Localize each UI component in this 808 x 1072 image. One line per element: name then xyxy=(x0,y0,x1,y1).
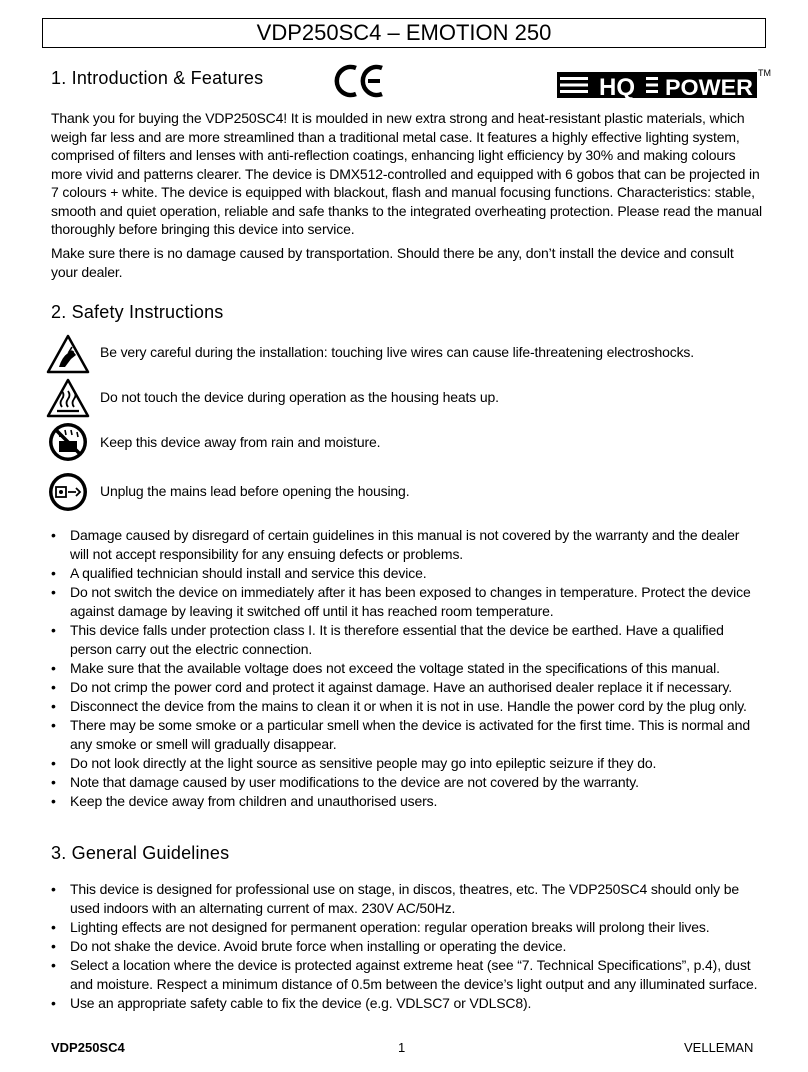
electric-shock-warning-icon xyxy=(46,333,90,375)
safety-bullet-list xyxy=(51,526,761,811)
list-item: • There may be some smoke or a particular smell when the device is activated for the first time. This is normal and any smoke or smell will gradually disappear. xyxy=(51,716,761,754)
unplug-mains-icon xyxy=(46,471,90,513)
list-item: • Do not switch the device on immediately after it has been exposed to changes in temperature. Protect the device against damage by leaving it switched off until it has reached room temperature. xyxy=(51,583,761,621)
section-heading-introduction: 1. Introduction & Features xyxy=(51,68,264,88)
list-item: • Damage caused by disregard of certain guidelines in this manual is not covered by the warranty and the dealer will not accept responsibility for any ensuing defects or problems. xyxy=(51,526,761,564)
list-item: • Disconnect the device from the mains to clean it or when it is not in use. Handle the power cord by the plug only. xyxy=(51,697,761,716)
ce-mark-icon xyxy=(334,64,386,98)
warning-text-moisture: Keep this device away from rain and moisture. xyxy=(100,434,381,450)
list-item: • Make sure that the available voltage does not exceed the voltage stated in the specifications of this manual. xyxy=(51,659,761,678)
list-item: • Use an appropriate safety cable to fix the device (e.g. VDLSC7 or VDLSC8). xyxy=(51,994,761,1013)
footer-brand: VELLEMAN xyxy=(684,1040,754,1055)
footer-model: VDP250SC4 xyxy=(51,1040,125,1055)
list-item: • This device is designed for professional use on stage, in discos, theatres, etc. The VDP250SC4 should only be used indoors with an alternating current of max. 230V AC/50Hz. xyxy=(51,880,761,918)
warning-text-unplug: Unplug the mains lead before opening the housing. xyxy=(100,483,410,499)
transport-damage-paragraph: Make sure there is no damage caused by transportation. Should there be any, don’t install the device and consult your dealer. xyxy=(51,245,734,280)
intro-paragraph: Thank you for buying the VDP250SC4! It is moulded in new extra strong and heat-resistant plastic materials, which weigh far less and are more streamlined than a traditional metal case. It features a highly effective lighting system, comprised of filters and lenses with anti-reflection coatings, enhancing light efficiency by 30% and making colours more vivid and patterns clearer. The device is DMX512-controlled and equipped with 6 gobos that can be projected in 7 colours + white. The device is equipped with blackout, flash and manual focusing functions. Characteristics: stable, smooth and quiet operation, reliable and safe thanks to the integrated overheating protection. Please read the manual thoroughly before bringing this device into service. xyxy=(51,110,762,237)
svg-text:HQ: HQ xyxy=(599,74,635,101)
svg-text:POWER: POWER xyxy=(665,75,754,100)
list-item: • A qualified technician should install and service this device. xyxy=(51,564,761,583)
warning-text-heat: Do not touch the device during operation as the housing heats up. xyxy=(100,389,499,405)
list-item: • Lighting effects are not designed for permanent operation: regular operation breaks will prolong their lives. xyxy=(51,918,761,937)
list-item: • Keep the device away from children and unauthorised users. xyxy=(51,792,761,811)
list-item: • Do not crimp the power cord and protect it against damage. Have an authorised dealer replace it if necessary. xyxy=(51,678,761,697)
list-item: • Do not shake the device. Avoid brute force when installing or operating the device. xyxy=(51,937,761,956)
svg-text:TM: TM xyxy=(758,68,771,78)
section-heading-safety: 2. Safety Instructions xyxy=(51,302,224,322)
list-item: • Select a location where the device is protected against extreme heat (see “7. Technical Specifications”, p.4), dust and moisture. Respect a minimum distance of 0.5m between the device’s light output and any illuminated surface. xyxy=(51,956,761,994)
list-item: • Note that damage caused by user modifications to the device are not covered by the warranty. xyxy=(51,773,761,792)
hot-surface-warning-icon xyxy=(46,377,90,419)
no-rain-moisture-icon xyxy=(46,421,90,463)
document-title: VDP250SC4 – EMOTION 250 xyxy=(42,18,766,48)
hqpower-logo xyxy=(557,68,772,102)
footer-page-number: 1 xyxy=(398,1040,406,1055)
list-item: • This device falls under protection class I. It is therefore essential that the device be earthed. Have a qualified person carry out the electric connection. xyxy=(51,621,761,659)
section-heading-general-guidelines: 3. General Guidelines xyxy=(51,843,230,863)
warning-text-electroshock: Be very careful during the installation: touching live wires can cause life-threatening electroshocks. xyxy=(100,344,695,360)
list-item: • Do not look directly at the light source as sensitive people may go into epileptic seizure if they do. xyxy=(51,754,761,773)
guidelines-bullet-list xyxy=(51,880,761,1013)
